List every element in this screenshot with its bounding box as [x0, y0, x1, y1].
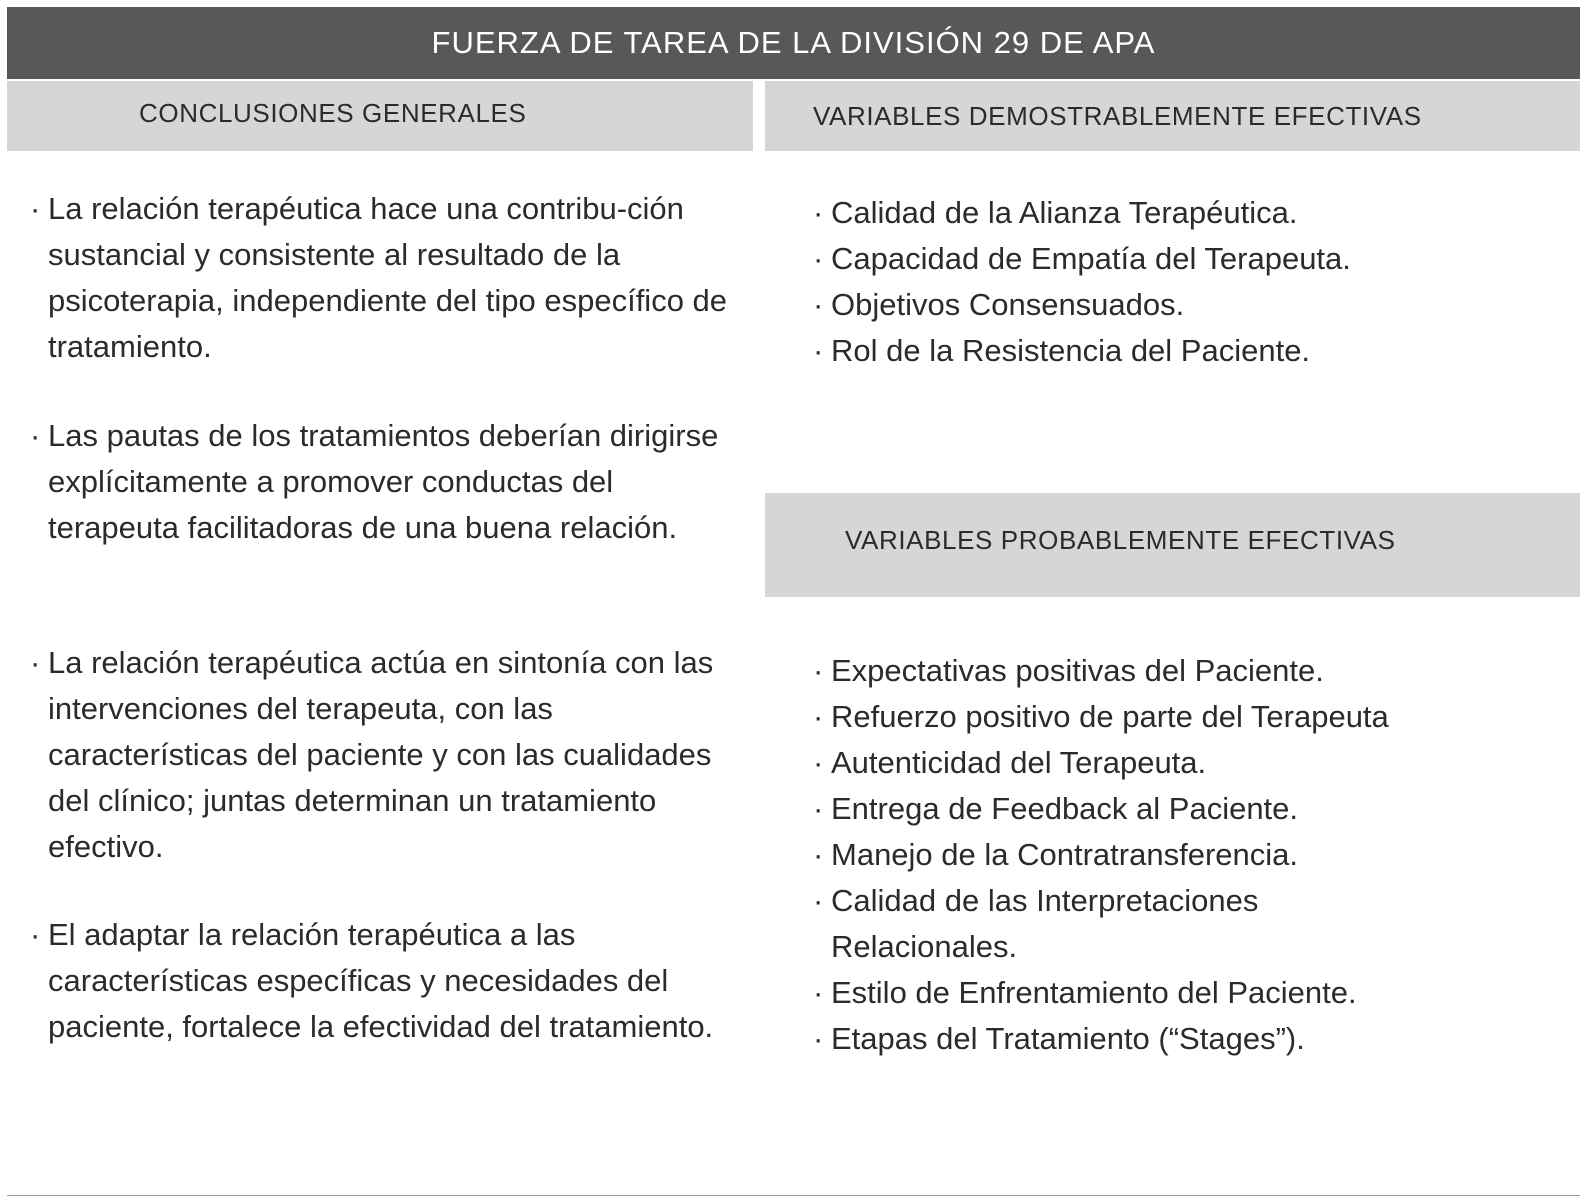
bullet-icon: ·: [813, 653, 824, 688]
list-item-text: Refuerzo positivo de parte del Terapeuta: [831, 699, 1389, 734]
variables-probables-header: VARIABLES PROBABLEMENTE EFECTIVAS: [765, 493, 1580, 597]
list-item-text: Calidad de la Alianza Terapéutica.: [831, 195, 1298, 230]
bullet-icon: ·: [30, 917, 41, 952]
variables-demostrables-header: VARIABLES DEMOSTRABLEMENTE EFECTIVAS: [765, 81, 1580, 151]
bullet-icon: ·: [813, 195, 824, 230]
list-item-text: Autenticidad del Terapeuta.: [831, 745, 1207, 780]
list-item: [813, 282, 1573, 328]
bullet-icon: ·: [30, 191, 41, 226]
bullet-icon: ·: [813, 745, 824, 780]
conclusion-text: Las pautas de los tratamientos deberían dirigirse explícitamente a promover conductas del terapeuta facilitadoras de una buena relación.: [48, 418, 719, 545]
conclusion-paragraph: [30, 912, 750, 1050]
list-item-text: Expectativas positivas del Paciente.: [831, 653, 1324, 688]
list-item: [813, 878, 1351, 970]
list-item: [813, 786, 1573, 832]
variables-probables-list: [813, 648, 1573, 1062]
conclusion-paragraph: [30, 413, 750, 551]
variables-demostrables-list: [813, 190, 1573, 374]
list-item: [813, 970, 1573, 1016]
bullet-icon: ·: [30, 645, 41, 680]
bullet-icon: ·: [813, 791, 824, 826]
list-item: [813, 740, 1573, 786]
list-item-text: Capacidad de Empatía del Terapeuta.: [831, 241, 1351, 276]
list-item: [813, 648, 1573, 694]
list-item: [813, 328, 1573, 374]
bullet-icon: ·: [30, 418, 41, 453]
bullet-icon: ·: [813, 333, 824, 368]
list-item: [813, 236, 1573, 282]
list-item: [813, 1016, 1573, 1062]
bullet-icon: ·: [813, 883, 824, 918]
list-item-text: Rol de la Resistencia del Paciente.: [831, 333, 1311, 368]
bullet-icon: ·: [813, 837, 824, 872]
bullet-icon: ·: [813, 699, 824, 734]
page-title: FUERZA DE TAREA DE LA DIVISIÓN 29 DE APA: [7, 7, 1580, 79]
list-item: [813, 190, 1573, 236]
conclusion-paragraph: [30, 186, 750, 370]
bullet-icon: ·: [813, 975, 824, 1010]
bottom-divider: [7, 1195, 1580, 1196]
conclusion-text: La relación terapéutica hace una contribu-ción sustancial y consistente al resultado de la psicoterapia, independiente del tipo específico de tratamiento.: [48, 191, 728, 364]
bullet-icon: ·: [813, 287, 824, 322]
conclusiones-header: CONCLUSIONES GENERALES: [7, 81, 753, 151]
list-item-text: Estilo de Enfrentamiento del Paciente.: [831, 975, 1357, 1010]
list-item-text: Manejo de la Contratransferencia.: [831, 837, 1298, 872]
list-item-text: Objetivos Consensuados.: [831, 287, 1185, 322]
list-item: [813, 694, 1573, 740]
list-item-text: Entrega de Feedback al Paciente.: [831, 791, 1299, 826]
bullet-icon: ·: [813, 241, 824, 276]
conclusion-paragraph: [30, 640, 750, 870]
conclusion-text: El adaptar la relación terapéutica a las características específicas y necesidades del paciente, fortalece la efectividad del tratamiento.: [48, 917, 714, 1044]
bullet-icon: ·: [813, 1021, 824, 1056]
list-item: [813, 832, 1573, 878]
conclusion-text: La relación terapéutica actúa en sintonía con las intervenciones del terapeuta, con las características del paciente y con las cualidades del clínico; juntas determinan un tratamiento efectivo.: [48, 645, 714, 864]
list-item-text: Etapas del Tratamiento (“Stages”).: [831, 1021, 1305, 1056]
list-item-text: Calidad de las Interpretaciones Relacionales.: [831, 883, 1259, 964]
